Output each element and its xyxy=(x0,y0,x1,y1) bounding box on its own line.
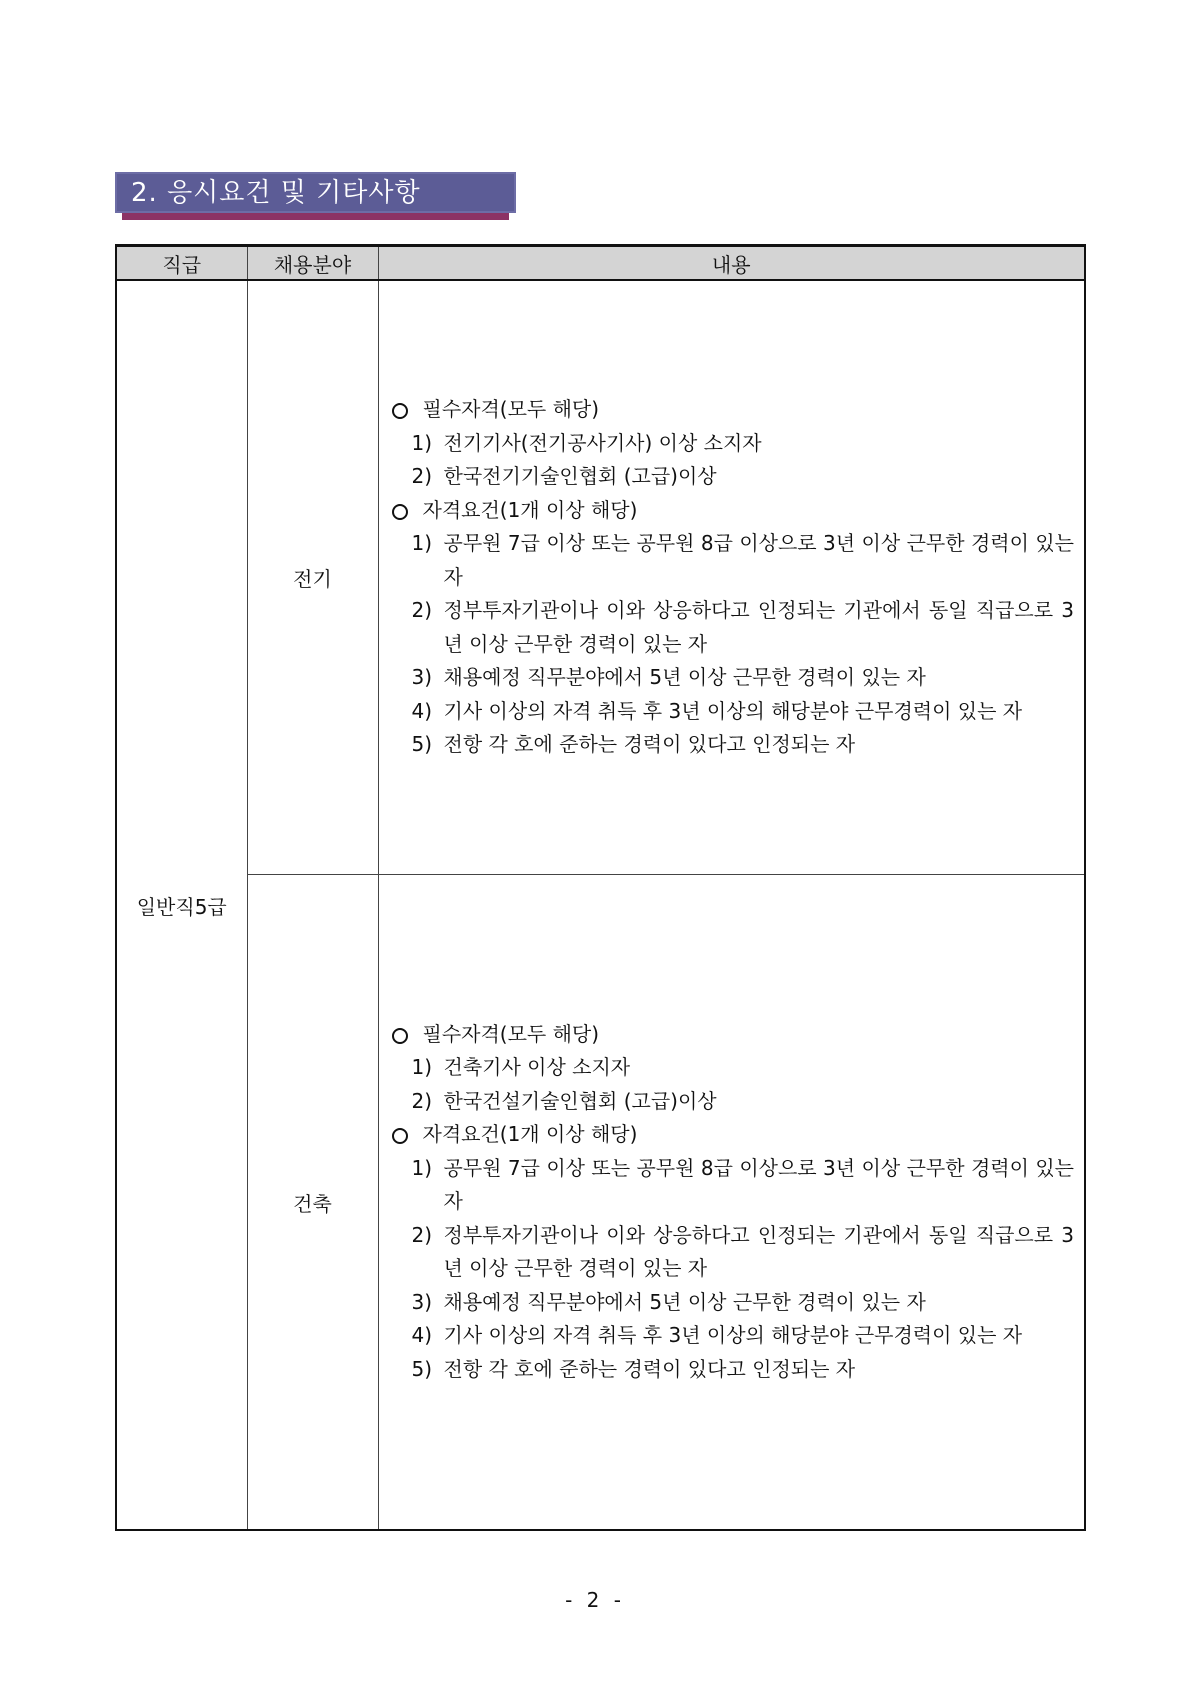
field-cell: 전기 xyxy=(247,280,378,875)
list-item: 2) 정부투자기관이나 이와 상응하다고 인정되는 기관에서 동일 직급으로 3년 이상 근무한 경력이 있는 자 xyxy=(411,1222,1074,1281)
list-item: 3) 채용예정 직무분야에서 5년 이상 근무한 경력이 있는 자 xyxy=(411,1289,926,1314)
grade-cell: 일반직5급 xyxy=(116,280,247,1530)
table-row xyxy=(116,280,1085,875)
table-header-row xyxy=(116,246,1085,281)
list-item: 1) 건축기사 이상 소지자 xyxy=(411,1055,631,1080)
header-grade: 직급 xyxy=(116,246,247,281)
section-heading xyxy=(115,172,502,213)
required-title: 필수자격(모두 해당) xyxy=(391,1018,1075,1052)
list-item: 2) 한국전기기술인협회 (고급)이상 xyxy=(411,464,717,489)
requirements-block xyxy=(391,1018,1075,1387)
list-item: 3) 채용예정 직무분야에서 5년 이상 근무한 경력이 있는 자 xyxy=(411,665,926,690)
requirements-table xyxy=(115,244,1086,1531)
condition-title: 자격요건(1개 이상 해당) xyxy=(391,494,1075,528)
header-field: 채용분야 xyxy=(247,246,378,281)
table-row xyxy=(116,875,1085,1531)
page-number: - 2 - xyxy=(565,1588,625,1612)
section-title: 2. 응시요건 및 기타사항 xyxy=(115,172,516,213)
list-item: 5) 전항 각 호에 준하는 경력이 있다고 인정되는 자 xyxy=(411,732,856,757)
list-item: 5) 전항 각 호에 준하는 경력이 있다고 인정되는 자 xyxy=(411,1356,856,1381)
list-item: 1) 전기기사(전기공사기사) 이상 소지자 xyxy=(411,430,762,455)
field-cell: 건축 xyxy=(247,875,378,1531)
header-content: 내용 xyxy=(378,246,1085,281)
content-cell xyxy=(378,280,1085,875)
required-title: 필수자격(모두 해당) xyxy=(391,393,1075,427)
list-item: 2) 한국건설기술인협회 (고급)이상 xyxy=(411,1088,717,1113)
list-item: 2) 정부투자기관이나 이와 상응하다고 인정되는 기관에서 동일 직급으로 3년 이상 근무한 경력이 있는 자 xyxy=(411,598,1074,656)
list-item: 1) 공무원 7급 이상 또는 공무원 8급 이상으로 3년 이상 근무한 경력이 있는 자 xyxy=(411,1155,1074,1214)
condition-title: 자격요건(1개 이상 해당) xyxy=(391,1118,1075,1152)
list-item: 4) 기사 이상의 자격 취득 후 3년 이상의 해당분야 근무경력이 있는 자 xyxy=(411,1323,1023,1348)
list-item: 1) 공무원 7급 이상 또는 공무원 8급 이상으로 3년 이상 근무한 경력이 있는 자 xyxy=(411,531,1074,589)
requirements-block xyxy=(391,393,1075,762)
content-cell xyxy=(378,875,1085,1531)
list-item: 4) 기사 이상의 자격 취득 후 3년 이상의 해당분야 근무경력이 있는 자 xyxy=(411,698,1023,723)
